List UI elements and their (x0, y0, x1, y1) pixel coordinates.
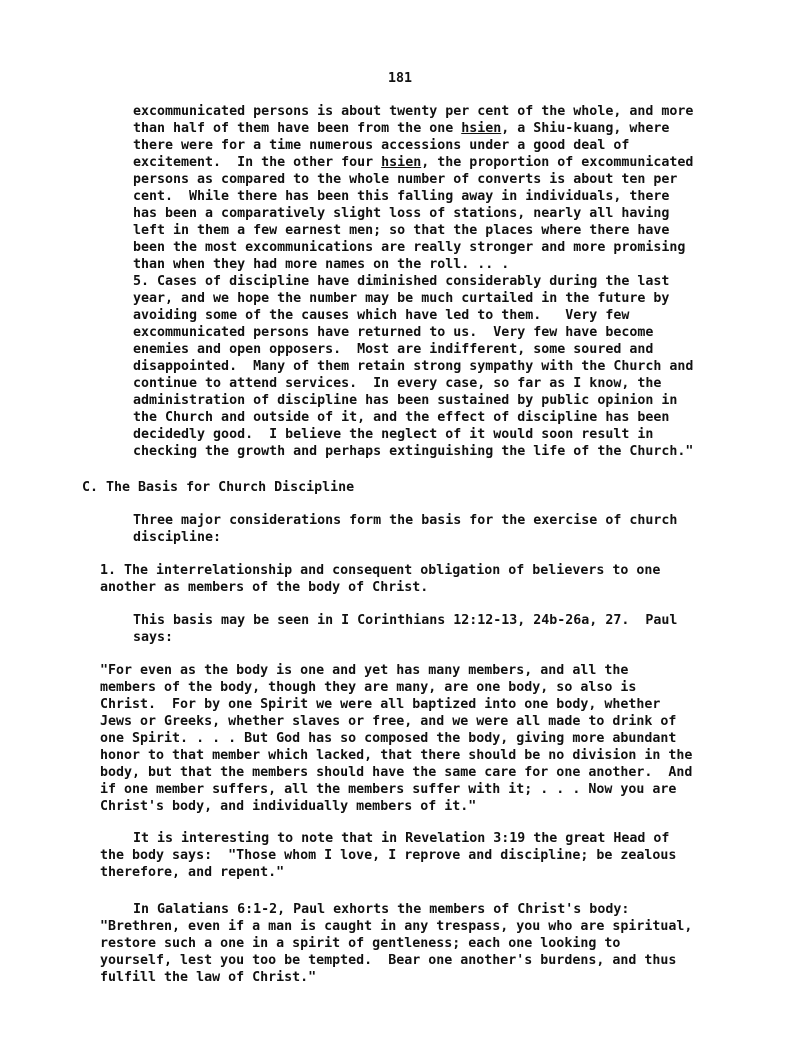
paragraph-basis: This basis may be seen in I Corinthians 12:12-13, 24b-26a, 27. Paul says: (133, 613, 678, 645)
quote-body: persons as compared to the whole number of converts is about ten per cent. While there has been this falling away in individuals, there has been a comparatively slight loss of stations, nearly all having left in them a few earnest men; so that the places where there have been the most excommunications are really stronger and more promising than when they had more names on the roll. .. . 5. Cases of discipline have diminished considerably during the last year, and we hope the number may be much curtailed in the future by avoiding some of the causes which have led to them. Very few excommunicated persons have returned to us. Very few have become enemies and open opposers. Most are indifferent, some soured and disappointed. Many of them retain strong sympathy with the Church and continue to attend services. In every case, so far as I know, the administration of discipline has been sustained by public opinion in the Church and outside of it, and the effect of discipline has been decidedly good. I believe the neglect of it would soon result in checking the growth and perhaps extinguishing the life of the Church." (133, 172, 694, 459)
section-heading: C. The Basis for Church Discipline (82, 480, 355, 495)
quote-corinthians: "For even as the body is one and yet has many members, and all the members of the body, though they are many, are one body, so also is Christ. For by one Spirit we were all baptized into one body, whether Jews or Greeks, whether slaves or free, and we were all made to drink of one Spirit. . . . But God has so composed the body, giving more abundant honor to that member which lacked, that there should be no division in the body, but that the members should have the same care for one another. And if one member suffers, all the members suffer with it; . . . Now you are Christ's body, and individually members of it." (100, 663, 693, 814)
quote-line: , a Shiu-kuang, where (501, 121, 670, 136)
quote-line: than half of them have been from the one (133, 121, 462, 136)
paragraph-revelation-rest: the body says: "Those whom I love, I reprove and discipline; be zealous therefore, and repent." (100, 848, 677, 880)
page-number: 181 (387, 71, 413, 86)
quote-line: excitement. In the other four (133, 155, 382, 170)
quote-line: excommunicated persons is about twenty per cent of the whole, and more (133, 104, 694, 119)
paragraph-galatians-rest: "Brethren, even if a man is caught in any trespass, you who are spiritual, restore such a one in a spirit of gentleness; each one looking to yourself, lest you too be tempted. Bear one another's burdens, and thus fulfill the law of Christ." (100, 919, 693, 985)
quote-line: there were for a time numerous accessions under a good deal of (133, 138, 630, 153)
hsien-term: hsien (461, 121, 502, 136)
quote-line: , the proportion of excommunicated (421, 155, 694, 170)
paragraph-revelation-first-line: It is interesting to note that in Revelation 3:19 the great Head of (133, 831, 670, 846)
paragraph-intro: Three major considerations form the basis for the exercise of church discipline: (133, 513, 678, 545)
hsien-term: hsien (381, 155, 422, 170)
quote-excommunication-report (133, 103, 693, 460)
paragraph-galatians-first-line: In Galatians 6:1-2, Paul exhorts the members of Christ's body: (133, 902, 630, 917)
point-one: 1. The interrelationship and consequent obligation of believers to one another as members of the body of Christ. (100, 563, 661, 595)
